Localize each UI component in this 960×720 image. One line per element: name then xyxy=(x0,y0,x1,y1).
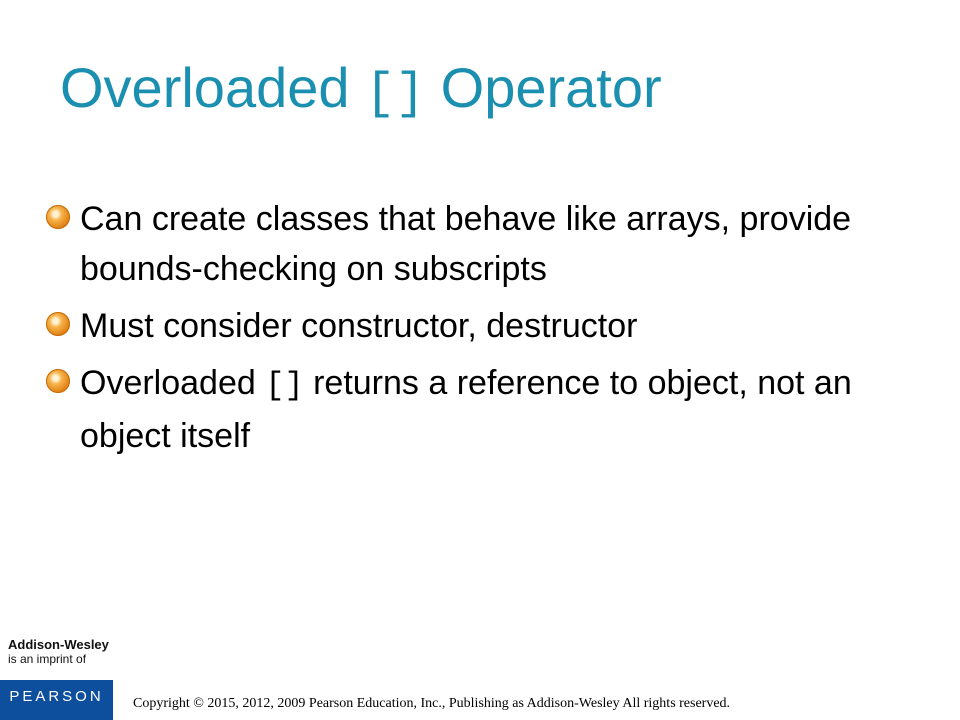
orange-bullet-icon xyxy=(46,369,70,393)
bullet-text-before: Overloaded xyxy=(80,364,266,402)
title-text-before: Overloaded xyxy=(60,56,366,119)
orange-bullet-icon xyxy=(46,312,70,336)
bullet-list xyxy=(46,194,926,468)
orange-bullet-icon xyxy=(46,205,70,229)
bullet-text: Must consider constructor, destructor xyxy=(80,307,638,345)
imprint-text: is an imprint of xyxy=(8,652,87,666)
bullet-item xyxy=(46,301,926,351)
bullet-item xyxy=(46,358,926,461)
publisher-name: Addison-Wesley xyxy=(8,637,109,652)
slide-title xyxy=(60,52,662,131)
pearson-logo: PEARSON xyxy=(0,680,113,720)
bullet-text: Can create classes that behave like arrays, provide bounds-checking on subscripts xyxy=(80,200,852,288)
publisher-logo xyxy=(8,637,112,666)
bullet-code: [] xyxy=(265,367,304,404)
title-text-after: Operator xyxy=(425,56,662,119)
bullet-item xyxy=(46,194,926,294)
title-code: [] xyxy=(365,66,426,123)
copyright-text: Copyright © 2015, 2012, 2009 Pearson Education, Inc., Publishing as Addison-Wesley All rights reserved. xyxy=(133,696,731,711)
bullet-text-after: returns a reference to object, not an object itself xyxy=(80,364,852,455)
